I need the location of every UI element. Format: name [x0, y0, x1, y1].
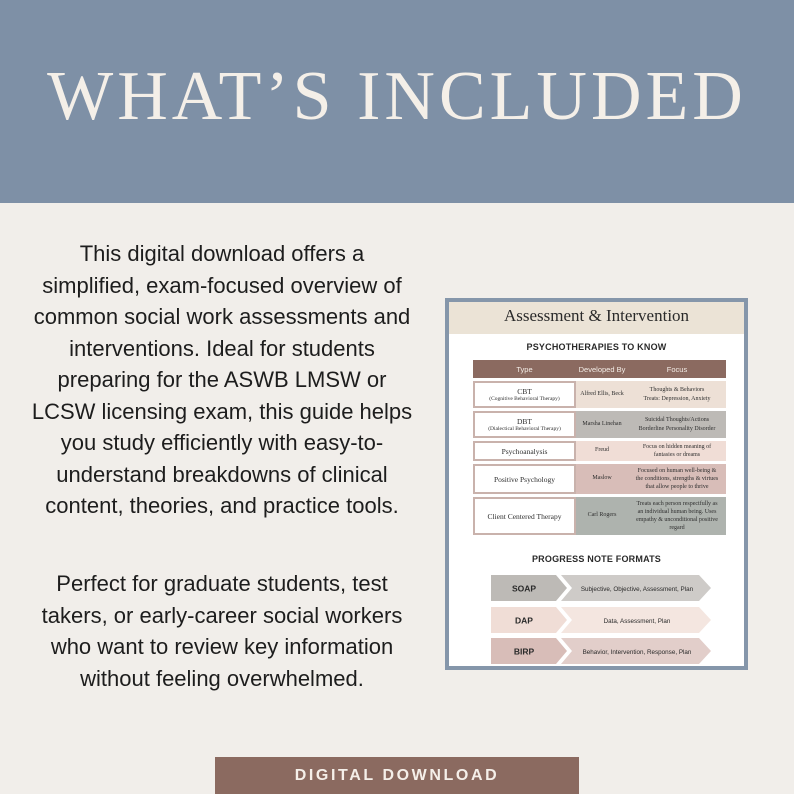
focus-cell: Suicidal Thoughts/Actions Borderline Personality Disorder — [628, 411, 726, 438]
developer-cell: Alfred Ellis, Beck — [576, 381, 628, 408]
progress-note-arrow — [491, 607, 711, 633]
table-row — [473, 497, 726, 535]
therapy-type: Psychoanalysis — [501, 446, 548, 456]
progress-note-arrow — [491, 638, 711, 664]
column-header-focus: Focus — [666, 364, 688, 374]
developer-cell: Maslow — [576, 464, 628, 494]
preview-title: Assessment & Intervention — [503, 306, 690, 325]
psychotherapies-table — [473, 360, 726, 535]
psychotherapies-heading: PSYCHOTHERAPIES TO KNOW — [526, 342, 667, 352]
developer-cell: Carl Rogers — [576, 497, 628, 535]
therapy-type: DBT — [517, 416, 532, 426]
progress-note-abbr: BIRP — [513, 646, 535, 657]
column-header-type: Type — [516, 364, 533, 374]
focus-cell: Thoughts & Behaviors Treats: Depression, Anxiety — [628, 381, 726, 408]
therapy-type: CBT — [517, 386, 532, 396]
therapy-type: Client Centered Therapy — [487, 511, 562, 521]
digital-download-label: DIGITAL DOWNLOAD — [294, 766, 500, 784]
progress-note-abbr: DAP — [515, 615, 533, 626]
developer-cell: Freud — [576, 441, 628, 461]
header-banner — [0, 0, 794, 203]
description-paragraph-1: This digital download offers a simplified, exam-focused overview of common social work assessments and interventions. Ideal for students preparing for the ASWB LMSW or LCSW licensing exam, this guide helps you study efficiently with easy-to-understand breakdowns of clinical content, theories, and practice tools. — [31, 241, 413, 518]
progress-note-dap — [491, 607, 711, 633]
table-row — [473, 441, 726, 461]
developer-cell: Marsha Linehan — [576, 411, 628, 438]
progress-notes-heading: PROGRESS NOTE FORMATS — [531, 554, 662, 564]
therapy-type-cell — [473, 381, 576, 408]
progress-note-soap — [491, 575, 711, 601]
focus-cell: Focus on hidden meaning of fantasies or dreams — [628, 441, 726, 461]
table-row — [473, 411, 726, 438]
preview-card — [445, 298, 748, 670]
digital-download-button[interactable] — [215, 757, 579, 794]
focus-cell: Focused on human well-being & the conditions, strengths & virtues that allow people to thrive — [628, 464, 726, 494]
description-paragraph-2: Perfect for graduate students, test takers, or early-career social workers who want to review key information without feeling overwhelmed. — [41, 571, 403, 691]
preview-header — [449, 302, 744, 334]
table-header — [473, 360, 726, 378]
progress-note-arrow — [491, 575, 711, 601]
therapy-type-cell — [473, 464, 576, 494]
progress-note-text: Data, Assessment, Plan — [603, 618, 671, 625]
therapy-type-cell — [473, 441, 576, 461]
column-header-developed-by: Developed By — [578, 364, 626, 374]
progress-note-birp — [491, 638, 711, 664]
therapy-type-cell — [473, 411, 576, 438]
progress-note-text: Subjective, Objective, Assessment, Plan — [580, 586, 694, 593]
therapy-type-cell — [473, 497, 576, 535]
therapy-subtype: (Cognitive Behavioral Therapy) — [489, 395, 560, 402]
progress-note-text: Behavior, Intervention, Response, Plan — [582, 649, 692, 656]
page-title: WHAT’S INCLUDED — [47, 58, 747, 135]
progress-note-abbr: SOAP — [511, 583, 537, 594]
focus-cell: Treats each person respectfully as an individual human being. Uses empathy & unconditional positive regard — [628, 497, 726, 535]
therapy-subtype: (Dialectical Behavioral Therapy) — [488, 425, 561, 432]
therapy-type: Positive Psychology — [493, 474, 556, 484]
table-row — [473, 381, 726, 408]
table-row — [473, 464, 726, 494]
